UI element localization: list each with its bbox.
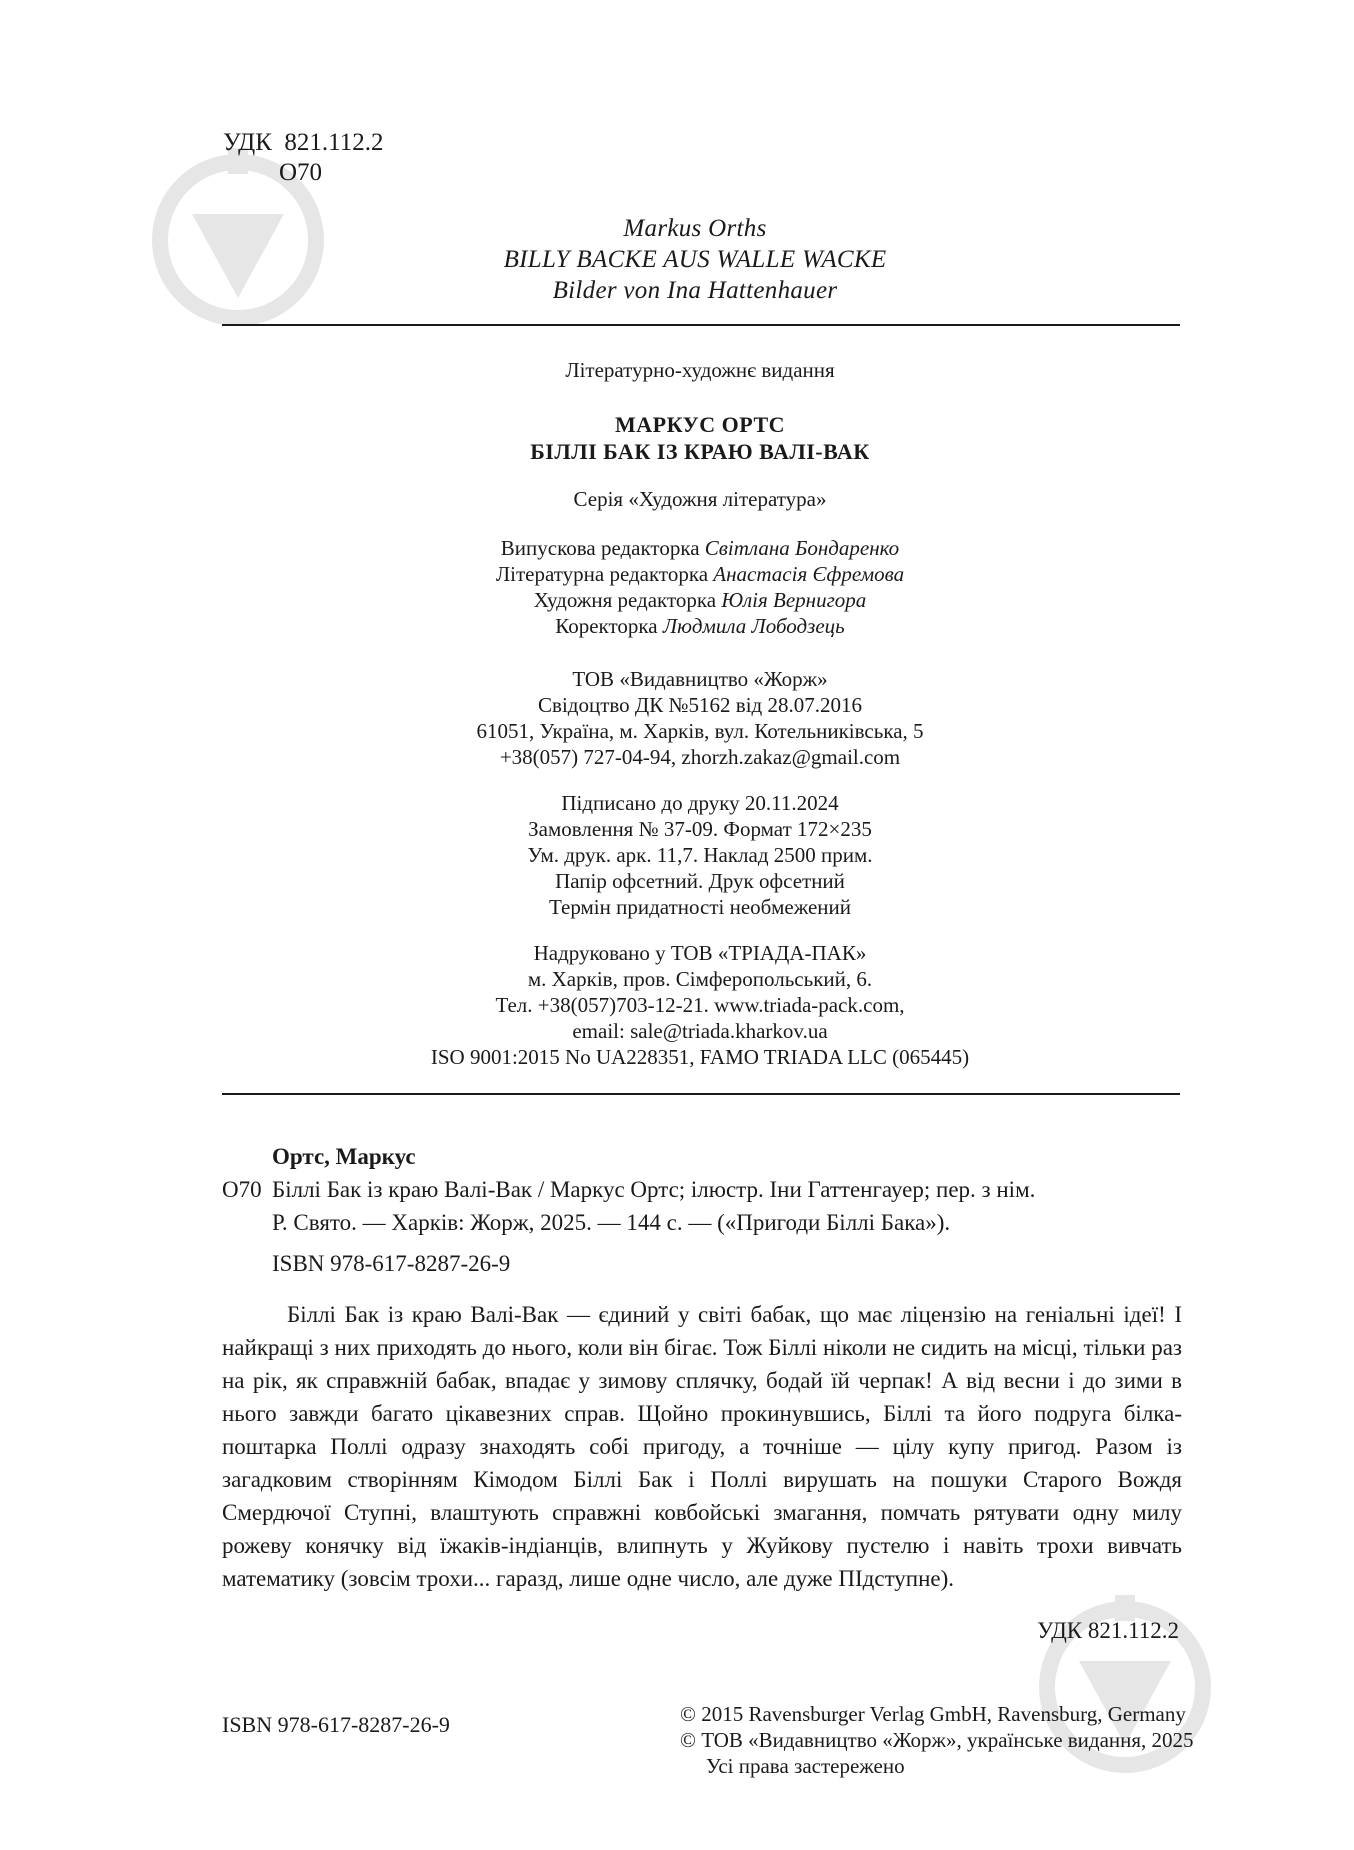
print-line: Термін придатності необмежений xyxy=(548,895,852,919)
biblio-line: Біллі Бак із краю Валі-Вак / Маркус Ортс; ілюстр. Іни Гаттенгауер; пер. з нім. xyxy=(272,1177,1036,1202)
biblio-isbn: ISBN 978-617-8287-26-9 xyxy=(272,1251,511,1276)
printer-info xyxy=(300,940,1100,1070)
description xyxy=(222,1298,1182,1595)
printer-line: м. Харків, пров. Сімферопольський, 6. xyxy=(527,967,873,991)
description-text: Біллі Бак із краю Валі-Вак — єдиний у світі бабак, що має ліцензію на геніальні ідеї! І найкращі з них приходять до нього, коли він бігає. Тож Біллі ніколи не сидить на місці, тільки раз на рік, як справжній бабак, впадає у зимову сплячку, бодай їй черпак! А від весни і до зими в нього завжди багато цікавезних справ. Щойно прокинувшись, Біллі та його подруга білка-поштарка Поллі одразу знаходять собі пригоду, а точніше — цілу купу пригод. Разом із загадковим створінням Кімодом Біллі Бак і Поллі вирушать на пошуки Старого Вождя Смердючої Ступні, влаштують справжні ковбойські змагання, помчать рятувати одну милу рожеву конячку від їжаків-індіанців, влипнуть у Жуйкову пустелю і навіть трохи вивчать математику (зовсім трохи... гаразд, лише одне число, але дуже ПІдступне). xyxy=(222,1302,1182,1591)
divider-top xyxy=(222,324,1180,326)
imprint-book-title: БІЛЛІ БАК ІЗ КРАЮ ВАЛІ-ВАК xyxy=(530,439,870,464)
copyright-line: © 2015 Ravensburger Verlag GmbH, Ravensburg, Germany xyxy=(680,1702,1186,1726)
publisher-info xyxy=(300,666,1100,770)
staff-list xyxy=(300,535,1100,639)
edition-type: Літературно-художнє видання xyxy=(565,358,835,382)
printer-line: email: sale@triada.kharkov.ua xyxy=(572,1019,828,1043)
staff-line: Художня редакторка Юлія Вернигора xyxy=(533,588,867,612)
footer-copyright xyxy=(680,1701,1194,1779)
print-line: Замовлення № 37-09. Формат 172×235 xyxy=(528,817,872,841)
biblio-line: Р. Свято. — Харків: Жорж, 2025. — 144 с. — («Пригоди Біллі Бака»). xyxy=(272,1210,951,1235)
series: Серія «Художня література» xyxy=(573,487,827,511)
staff-line: Випускова редакторка Світлана Бондаренко xyxy=(500,536,900,560)
publisher-line: Свідоцтво ДК №5162 від 28.07.2016 xyxy=(538,693,862,717)
original-author: Markus Orths xyxy=(623,215,767,242)
printer-line: ISO 9001:2015 No UA228351, FAMO TRIADA LLC (065445) xyxy=(430,1045,970,1069)
biblio-record xyxy=(222,1140,1182,1280)
udk-label: УДК xyxy=(223,129,272,156)
divider-bottom xyxy=(222,1093,1180,1095)
publisher-line: 61051, Україна, м. Харків, вул. Котельниківська, 5 xyxy=(476,719,924,743)
print-line: Папір офсетний. Друк офсетний xyxy=(555,869,845,893)
imprint-title xyxy=(300,411,1100,465)
print-line: Підписано до друку 20.11.2024 xyxy=(561,791,839,815)
staff-line: Літературна редакторка Анастасія Єфремова xyxy=(495,562,905,586)
imprint-author: МАРКУС ОРТС xyxy=(614,412,786,437)
original-title: BILLY BACKE AUS WALLE WACKE xyxy=(503,246,887,273)
rights-reserved: Усі права застережено xyxy=(706,1754,905,1778)
biblio-heading: Ортс, Маркус xyxy=(272,1144,416,1169)
publisher-line: ТОВ «Видавництво «Жорж» xyxy=(572,667,828,691)
print-info xyxy=(300,790,1100,920)
original-edition xyxy=(0,213,1354,306)
print-line: Ум. друк. арк. 11,7. Наклад 2500 прим. xyxy=(527,843,873,867)
original-illustrator: Bilder von Ina Hattenhauer xyxy=(552,277,838,304)
udk-code: 821.112.2 xyxy=(284,129,384,156)
copyright-line: © ТОВ «Видавництво «Жорж», українське видання, 2025 xyxy=(680,1728,1194,1752)
printer-line: Надруковано у ТОВ «ТРІАДА-ПАК» xyxy=(533,941,867,965)
author-mark: О70 xyxy=(279,159,323,186)
udk-bottom: УДК 821.112.2 xyxy=(1037,1618,1179,1643)
publisher-line: +38(057) 727-04-94, zhorzh.zakaz@gmail.com xyxy=(499,745,901,769)
biblio-mark: О70 xyxy=(222,1177,262,1202)
footer-isbn: ISBN 978-617-8287-26-9 xyxy=(222,1712,450,1737)
udk-top xyxy=(223,128,383,188)
staff-line: Коректорка Людмила Лободзець xyxy=(555,614,845,638)
printer-line: Тел. +38(057)703-12-21. www.triada-pack.com, xyxy=(495,993,905,1017)
